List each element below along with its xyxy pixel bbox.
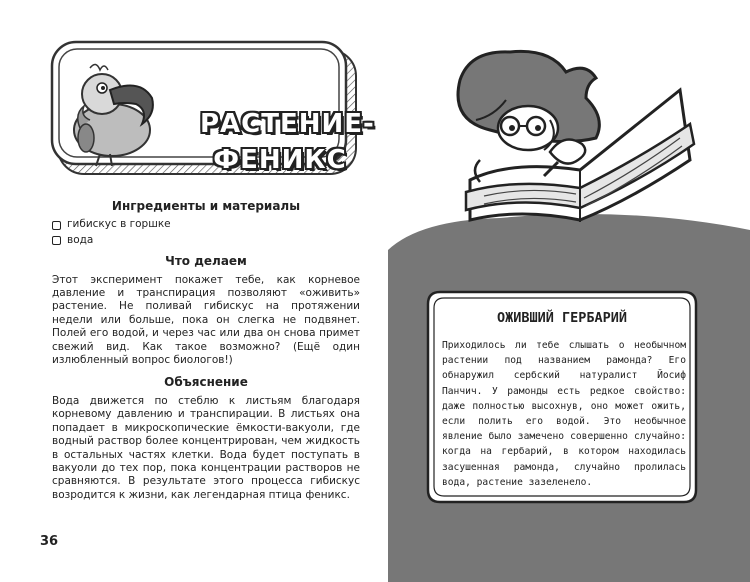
- title-card: [50, 38, 375, 178]
- ingredients-list: [52, 218, 360, 247]
- title-line-1: РАСТЕНИЕ-: [200, 109, 375, 139]
- experiment-text: [52, 200, 360, 511]
- info-box-text: Приходилось ли тебе слышать о необычном растении под названием рамонда? Его обнаружил сербский натуралист Йосиф Панчич. У рамонды есть редкое свойство: даже полностью высохнув, оно может ожить, если полить его водой. Это необычное явление было замечено совершенно случайно: когда на гербарий, в котором находилась засушенная рамонда, случайно пролилась вода, растение зазеленело.: [442, 340, 686, 488]
- page-number: 36: [40, 534, 59, 549]
- what-to-do-heading: Что делаем: [165, 254, 247, 269]
- right-page: [380, 0, 750, 582]
- explanation-heading: Объяснение: [164, 375, 248, 390]
- ingredient-label: гибискус в горшке: [67, 218, 171, 231]
- experiment-title: [200, 106, 375, 178]
- checkbox-icon: [52, 236, 61, 245]
- info-box-title: ОЖИВШИЙ ГЕРБАРИЙ: [496, 310, 628, 326]
- list-item: [52, 218, 360, 231]
- info-box: [426, 290, 698, 504]
- checkbox-icon: [52, 221, 61, 230]
- explanation-text: Вода движется по стеблю к листьям благодаря корневому давлению и транспирации. В листьях она попадает в микроскопические ёмкости-вакуоли, где водный раствор более концентрирован, чем жидкость в остальных частях клетки. Вода будет поступать в вакуоли до тех пор, пока концентрации растворов не сравняются. В результате этого процесса гибискус возродится к жизни, как легендарная птица феникс.: [52, 394, 360, 501]
- character-icon: [458, 51, 599, 150]
- ingredient-label: вода: [67, 233, 94, 246]
- ingredients-heading: Ингредиенты и материалы: [111, 199, 301, 213]
- title-line-2: ФЕНИКС: [213, 145, 347, 175]
- what-to-do-text: Этот эксперимент покажет тебе, как корневое давление и транспирация позволяют «оживить» растение. Не поливай гибискус на протяжении недели или больше, пока он слегка не подвянет. Полей его водой, и через час или два он снова примет свежий вид. Как такое возможно? (Ещё один излюбленный вопрос биологов!): [52, 273, 360, 367]
- list-item: [52, 234, 360, 247]
